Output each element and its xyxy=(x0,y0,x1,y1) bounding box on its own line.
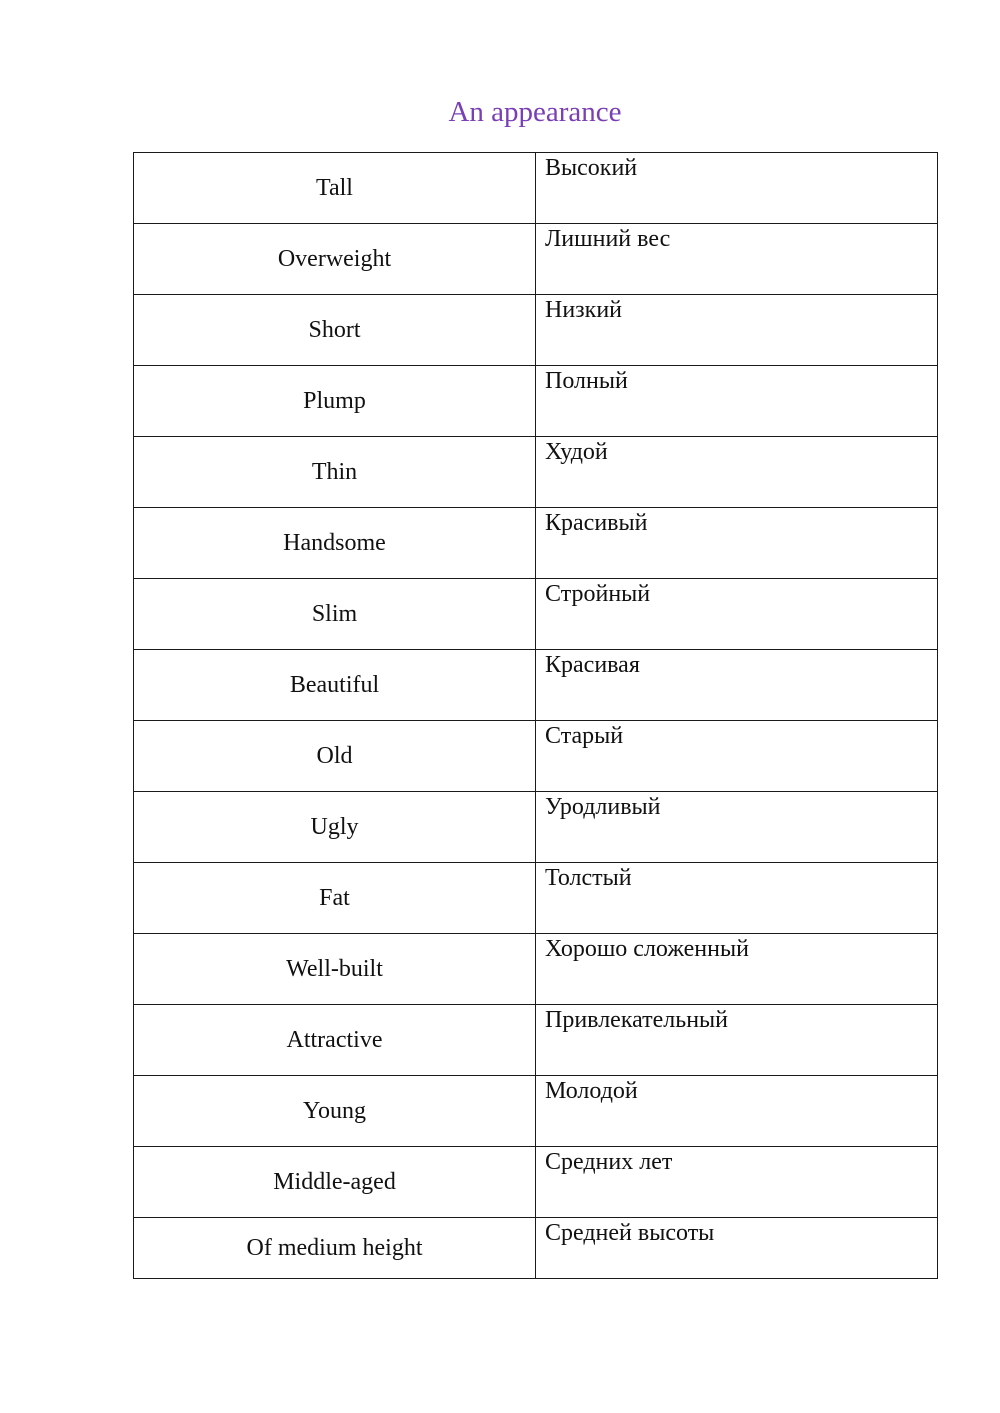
english-word-cell: Old xyxy=(134,721,536,792)
english-word-cell: Overweight xyxy=(134,224,536,295)
russian-translation-cell: Хорошо сложенный xyxy=(536,934,938,1005)
russian-translation-cell: Уродливый xyxy=(536,792,938,863)
table-row xyxy=(134,437,938,508)
russian-translation-cell: Средних лет xyxy=(536,1147,938,1218)
table-row xyxy=(134,863,938,934)
page-title: An appearance xyxy=(448,96,622,128)
table-row xyxy=(134,650,938,721)
english-word-cell: Beautiful xyxy=(134,650,536,721)
table-row xyxy=(134,295,938,366)
table-row xyxy=(134,1076,938,1147)
russian-translation-cell: Высокий xyxy=(536,153,938,224)
russian-translation-cell: Красивый xyxy=(536,508,938,579)
english-word-cell: Handsome xyxy=(134,508,536,579)
russian-translation-cell: Привлекательный xyxy=(536,1005,938,1076)
english-word-cell: Slim xyxy=(134,579,536,650)
table-row xyxy=(134,721,938,792)
russian-translation-cell: Худой xyxy=(536,437,938,508)
table-row xyxy=(134,1005,938,1076)
table-row xyxy=(134,934,938,1005)
table-row xyxy=(134,579,938,650)
english-word-cell: Attractive xyxy=(134,1005,536,1076)
table-row xyxy=(134,224,938,295)
table-row xyxy=(134,508,938,579)
russian-translation-cell: Молодой xyxy=(536,1076,938,1147)
table-row xyxy=(134,792,938,863)
russian-translation-cell: Старый xyxy=(536,721,938,792)
russian-translation-cell: Красивая xyxy=(536,650,938,721)
english-word-cell: Middle-aged xyxy=(134,1147,536,1218)
russian-translation-cell: Низкий xyxy=(536,295,938,366)
russian-translation-cell: Полный xyxy=(536,366,938,437)
russian-translation-cell: Толстый xyxy=(536,863,938,934)
table-row xyxy=(134,1147,938,1218)
english-word-cell: Young xyxy=(134,1076,536,1147)
russian-translation-cell: Стройный xyxy=(536,579,938,650)
english-word-cell: Thin xyxy=(134,437,536,508)
russian-translation-cell: Лишний вес xyxy=(536,224,938,295)
table-row xyxy=(134,1218,938,1279)
english-word-cell: Of medium height xyxy=(134,1218,536,1279)
russian-translation-cell: Средней высоты xyxy=(536,1218,938,1279)
english-word-cell: Short xyxy=(134,295,536,366)
english-word-cell: Well-built xyxy=(134,934,536,1005)
english-word-cell: Ugly xyxy=(134,792,536,863)
table-row xyxy=(134,366,938,437)
english-word-cell: Fat xyxy=(134,863,536,934)
vocabulary-table-body xyxy=(134,153,938,1279)
english-word-cell: Tall xyxy=(134,153,536,224)
english-word-cell: Plump xyxy=(134,366,536,437)
vocabulary-table xyxy=(133,152,938,1279)
table-row xyxy=(134,153,938,224)
